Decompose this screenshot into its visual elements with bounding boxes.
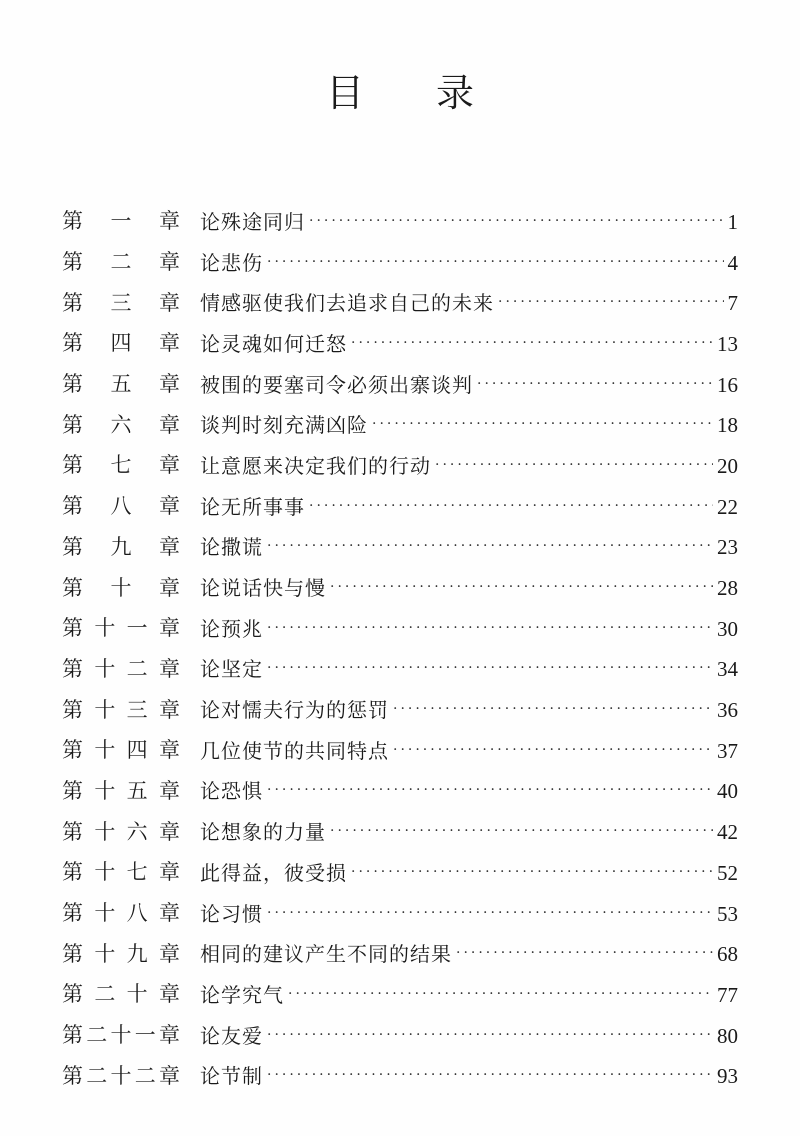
toc-entry[interactable] <box>62 526 738 567</box>
page-number: 18 <box>717 413 738 438</box>
toc-entry[interactable] <box>62 892 738 933</box>
page-number: 1 <box>727 209 738 234</box>
chapter-number: 第 二 十 章 <box>62 982 180 1007</box>
page-number: 36 <box>717 698 738 723</box>
chapter-number: 第 十 八 章 <box>62 901 180 926</box>
page-number: 20 <box>717 453 738 478</box>
chapter-number: 第 二 十 一 章 <box>62 1023 180 1048</box>
chapter-number: 第 六 章 <box>62 412 180 437</box>
page-number: 40 <box>717 779 738 804</box>
chapter-number: 第 七 章 <box>62 453 180 478</box>
page-number: 13 <box>717 331 738 356</box>
page-number: 37 <box>717 738 738 763</box>
chapter-number: 第 八 章 <box>62 494 180 519</box>
toc-entry[interactable] <box>62 851 738 892</box>
chapter-number: 第 四 章 <box>62 331 180 356</box>
page-number: 30 <box>717 616 738 641</box>
chapter-title: 论灵魂如何迁怒 <box>200 331 347 356</box>
toc-entry[interactable] <box>62 444 738 485</box>
dot-leader <box>267 782 713 798</box>
chapter-number: 第 十 一 章 <box>62 616 180 641</box>
table-of-contents <box>62 200 738 1095</box>
dot-leader <box>309 213 724 229</box>
dot-leader <box>393 742 713 758</box>
chapter-number: 第 十 三 章 <box>62 697 180 722</box>
page-number: 4 <box>727 250 738 275</box>
chapter-title: 论恐惧 <box>200 779 263 804</box>
chapter-title: 此得益，彼受损 <box>200 860 347 885</box>
chapter-title: 论对懦夫行为的惩罚 <box>200 698 389 723</box>
page-number: 7 <box>727 291 738 316</box>
page-number: 16 <box>717 372 738 397</box>
dot-leader <box>288 986 713 1002</box>
page-number: 68 <box>717 942 738 967</box>
dot-leader <box>351 864 713 880</box>
toc-entry[interactable] <box>62 485 738 526</box>
dot-leader <box>267 254 724 270</box>
toc-entry[interactable] <box>62 729 738 770</box>
chapter-title: 论悲伤 <box>200 250 263 275</box>
chapter-title: 几位使节的共同特点 <box>200 738 389 763</box>
chapter-number: 第 三 章 <box>62 290 180 315</box>
chapter-title: 论友爱 <box>200 1023 263 1048</box>
chapter-number: 第 二 十 二 章 <box>62 1063 180 1088</box>
toc-entry[interactable] <box>62 403 738 444</box>
toc-entry[interactable] <box>62 607 738 648</box>
page-number: 52 <box>717 860 738 885</box>
toc-entry[interactable] <box>62 322 738 363</box>
toc-entry[interactable] <box>62 648 738 689</box>
chapter-number: 第 十 九 章 <box>62 941 180 966</box>
chapter-title: 论无所事事 <box>200 494 305 519</box>
toc-entry[interactable] <box>62 566 738 607</box>
dot-leader <box>456 945 713 961</box>
toc-entry[interactable] <box>62 770 738 811</box>
chapter-number: 第 十 章 <box>62 575 180 600</box>
toc-entry[interactable] <box>62 1054 738 1095</box>
chapter-title: 论节制 <box>200 1064 263 1089</box>
chapter-number: 第 二 章 <box>62 250 180 275</box>
chapter-title: 论学究气 <box>200 982 284 1007</box>
toc-entry[interactable] <box>62 932 738 973</box>
page-number: 34 <box>717 657 738 682</box>
dot-leader <box>351 335 713 351</box>
page-number: 22 <box>717 494 738 519</box>
chapter-number: 第 十 六 章 <box>62 819 180 844</box>
dot-leader <box>477 376 713 392</box>
toc-entry[interactable] <box>62 281 738 322</box>
dot-leader <box>372 416 713 432</box>
dot-leader <box>309 498 713 514</box>
page-number: 77 <box>717 982 738 1007</box>
chapter-title: 论想象的力量 <box>200 820 326 845</box>
dot-leader <box>435 457 713 473</box>
chapter-title: 谈判时刻充满凶险 <box>200 413 368 438</box>
toc-entry[interactable] <box>62 810 738 851</box>
page-number: 28 <box>717 576 738 601</box>
chapter-title: 论坚定 <box>200 657 263 682</box>
page-title: 目 录 <box>325 71 505 115</box>
dot-leader <box>267 620 713 636</box>
page-number: 80 <box>717 1023 738 1048</box>
chapter-title: 让意愿来决定我们的行动 <box>200 453 431 478</box>
page-number: 53 <box>717 901 738 926</box>
page-number: 23 <box>717 535 738 560</box>
chapter-title: 被围的要塞司令必须出寨谈判 <box>200 372 473 397</box>
chapter-title: 论习惯 <box>200 901 263 926</box>
chapter-number: 第 十 二 章 <box>62 656 180 681</box>
dot-leader <box>267 905 713 921</box>
dot-leader <box>330 823 713 839</box>
chapter-number: 第 一 章 <box>62 209 180 234</box>
chapter-title: 论撒谎 <box>200 535 263 560</box>
toc-entry[interactable] <box>62 200 738 241</box>
page-number: 42 <box>717 820 738 845</box>
chapter-title: 情感驱使我们去追求自己的未来 <box>200 291 494 316</box>
dot-leader <box>498 294 724 310</box>
chapter-number: 第 十 四 章 <box>62 738 180 763</box>
chapter-title: 论殊途同归 <box>200 209 305 234</box>
chapter-number: 第 五 章 <box>62 372 180 397</box>
toc-entry[interactable] <box>62 688 738 729</box>
page-number: 93 <box>717 1064 738 1089</box>
toc-entry[interactable] <box>62 1014 738 1055</box>
dot-leader <box>267 1027 713 1043</box>
chapter-number: 第 九 章 <box>62 534 180 559</box>
chapter-title: 论说话快与慢 <box>200 576 326 601</box>
dot-leader <box>330 579 713 595</box>
dot-leader <box>267 538 713 554</box>
chapter-title: 相同的建议产生不同的结果 <box>200 942 452 967</box>
dot-leader <box>393 701 713 717</box>
dot-leader <box>267 1067 713 1083</box>
chapter-number: 第 十 七 章 <box>62 860 180 885</box>
toc-entry[interactable] <box>62 973 738 1014</box>
chapter-title: 论预兆 <box>200 616 263 641</box>
toc-entry[interactable] <box>62 363 738 404</box>
chapter-number: 第 十 五 章 <box>62 778 180 803</box>
dot-leader <box>267 660 713 676</box>
toc-entry[interactable] <box>62 241 738 282</box>
